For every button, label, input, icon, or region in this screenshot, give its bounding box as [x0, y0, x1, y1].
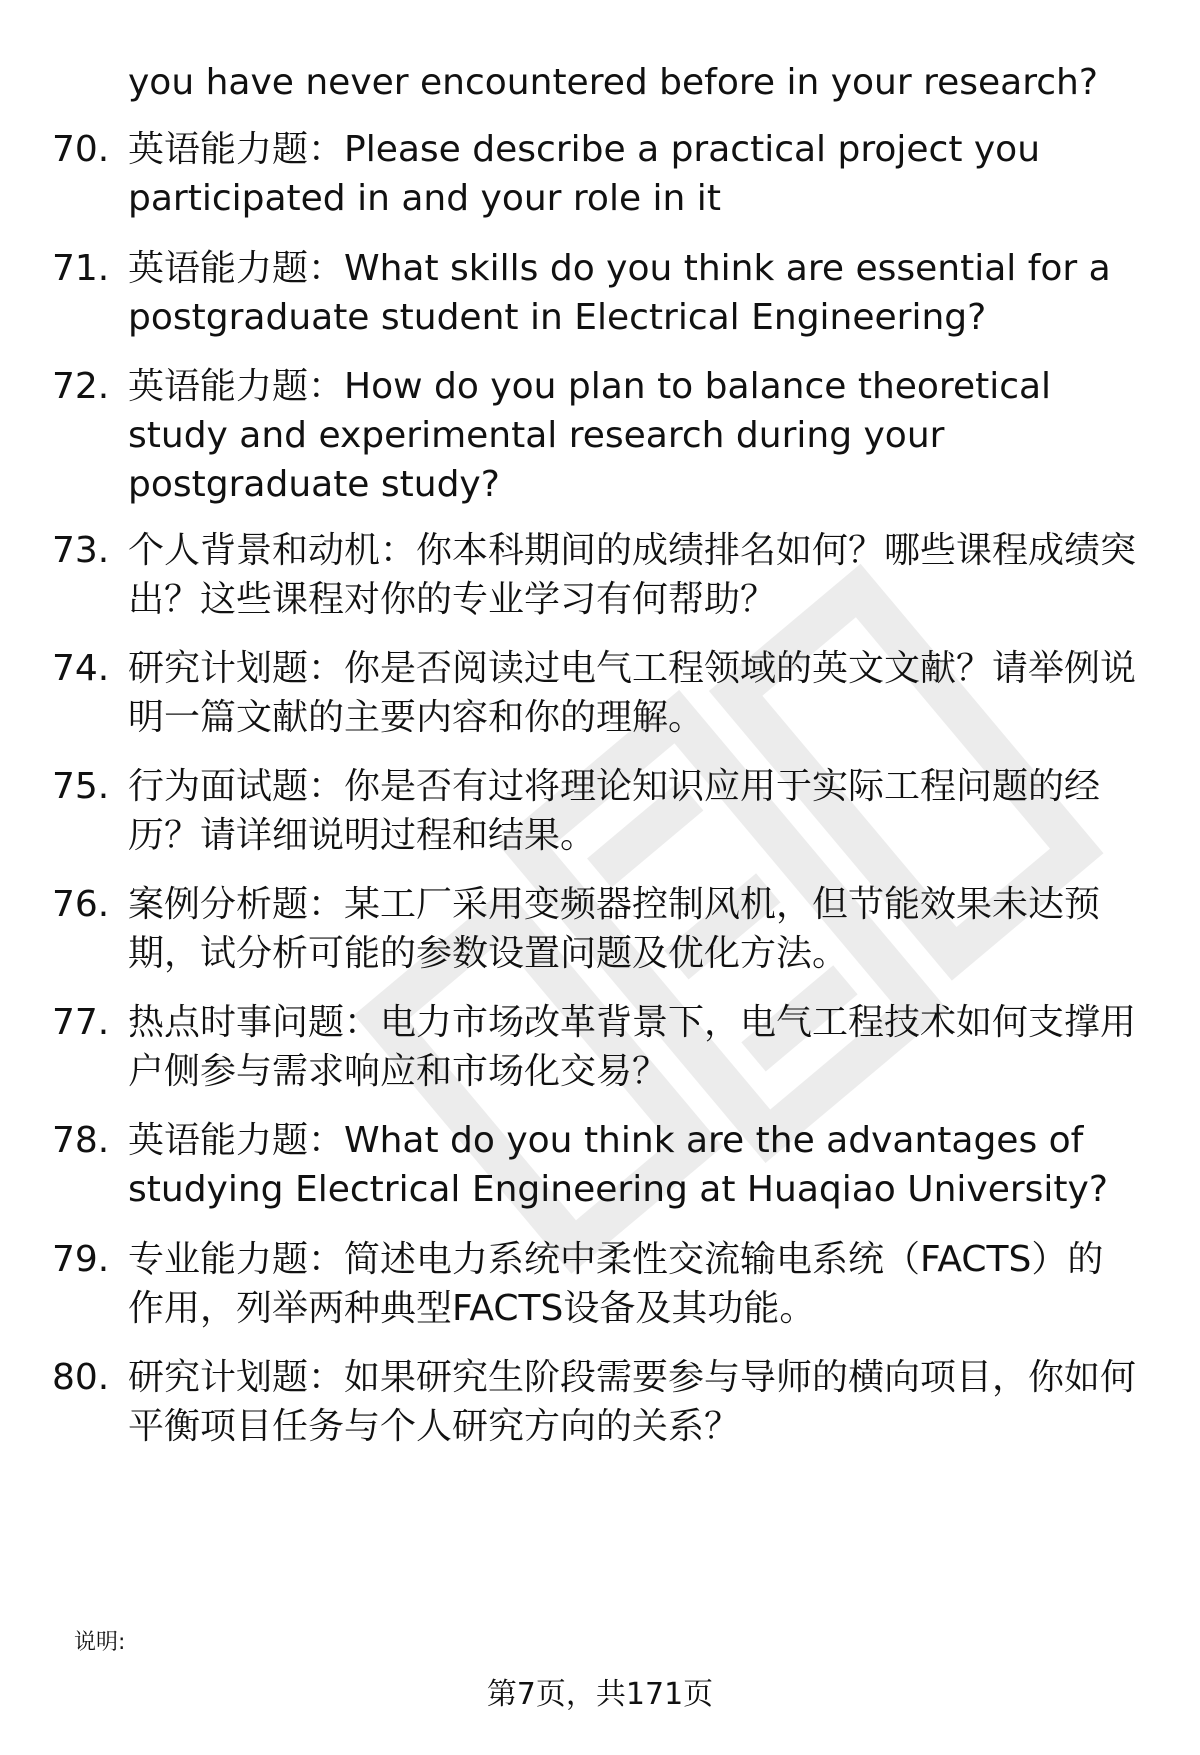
question-item [52, 244, 1142, 342]
question-item [52, 762, 1142, 860]
question-text: 英语能力题：How do you plan to balance theoretical study and experimental research during your postgraduate study? [128, 366, 1052, 505]
question-text: 行为面试题：你是否有过将理论知识应用于实际工程问题的经历？请详细说明过程和结果。 [128, 766, 1101, 856]
continued-question-text: you have never encountered before in your research? [128, 62, 1098, 103]
question-item [52, 1353, 1142, 1451]
question-text: 研究计划题：你是否阅读过电气工程领域的英文文献？请举例说明一篇文献的主要内容和你的理解。 [128, 648, 1137, 738]
question-item [52, 644, 1142, 742]
question-item [52, 998, 1142, 1096]
page-footer: 第7页，共171页 [486, 1677, 714, 1712]
question-text: 案例分析题：某工厂采用变频器控制风机，但节能效果未达预期，试分析可能的参数设置问题及优化方法。 [128, 884, 1101, 974]
question-item [52, 362, 1142, 509]
question-text: 英语能力题：What do you think are the advantages of studying Electrical Engineering at Huaqiao University? [128, 1120, 1108, 1210]
question-text: 个人背景和动机：你本科期间的成绩排名如何？哪些课程成绩突出？这些课程对你的专业学习有何帮助？ [128, 530, 1137, 620]
question-number: 79. [52, 1239, 110, 1280]
question-text: 英语能力题：Please describe a practical project you participated in and your role in it [128, 129, 1041, 219]
question-number: 80. [52, 1357, 110, 1398]
question-item [52, 125, 1142, 223]
question-item [52, 880, 1142, 978]
question-text: 研究计划题：如果研究生阶段需要参与导师的横向项目，你如何平衡项目任务与个人研究方向的关系？ [128, 1357, 1137, 1447]
question-number: 72. [52, 366, 110, 407]
question-item [52, 1116, 1142, 1214]
question-text: 英语能力题：What skills do you think are essential for a postgraduate student in Electrical Engineering? [128, 248, 1111, 338]
question-item [52, 1235, 1142, 1333]
question-number: 73. [52, 530, 110, 571]
question-number: 74. [52, 648, 110, 689]
question-text: 专业能力题：简述电力系统中柔性交流输电系统（FACTS）的作用，列举两种典型FACTS设备及其功能。 [128, 1239, 1104, 1329]
note-label: 说明: [74, 1630, 126, 1655]
question-number: 76. [52, 884, 110, 925]
question-number: 70. [52, 129, 110, 170]
question-item [52, 526, 1142, 624]
question-number: 75. [52, 766, 110, 807]
question-number: 71. [52, 248, 110, 289]
question-number: 77. [52, 1002, 110, 1043]
question-number: 78. [52, 1120, 110, 1161]
question-text: 热点时事问题：电力市场改革背景下，电气工程技术如何支撑用户侧参与需求响应和市场化交易？ [128, 1002, 1137, 1092]
